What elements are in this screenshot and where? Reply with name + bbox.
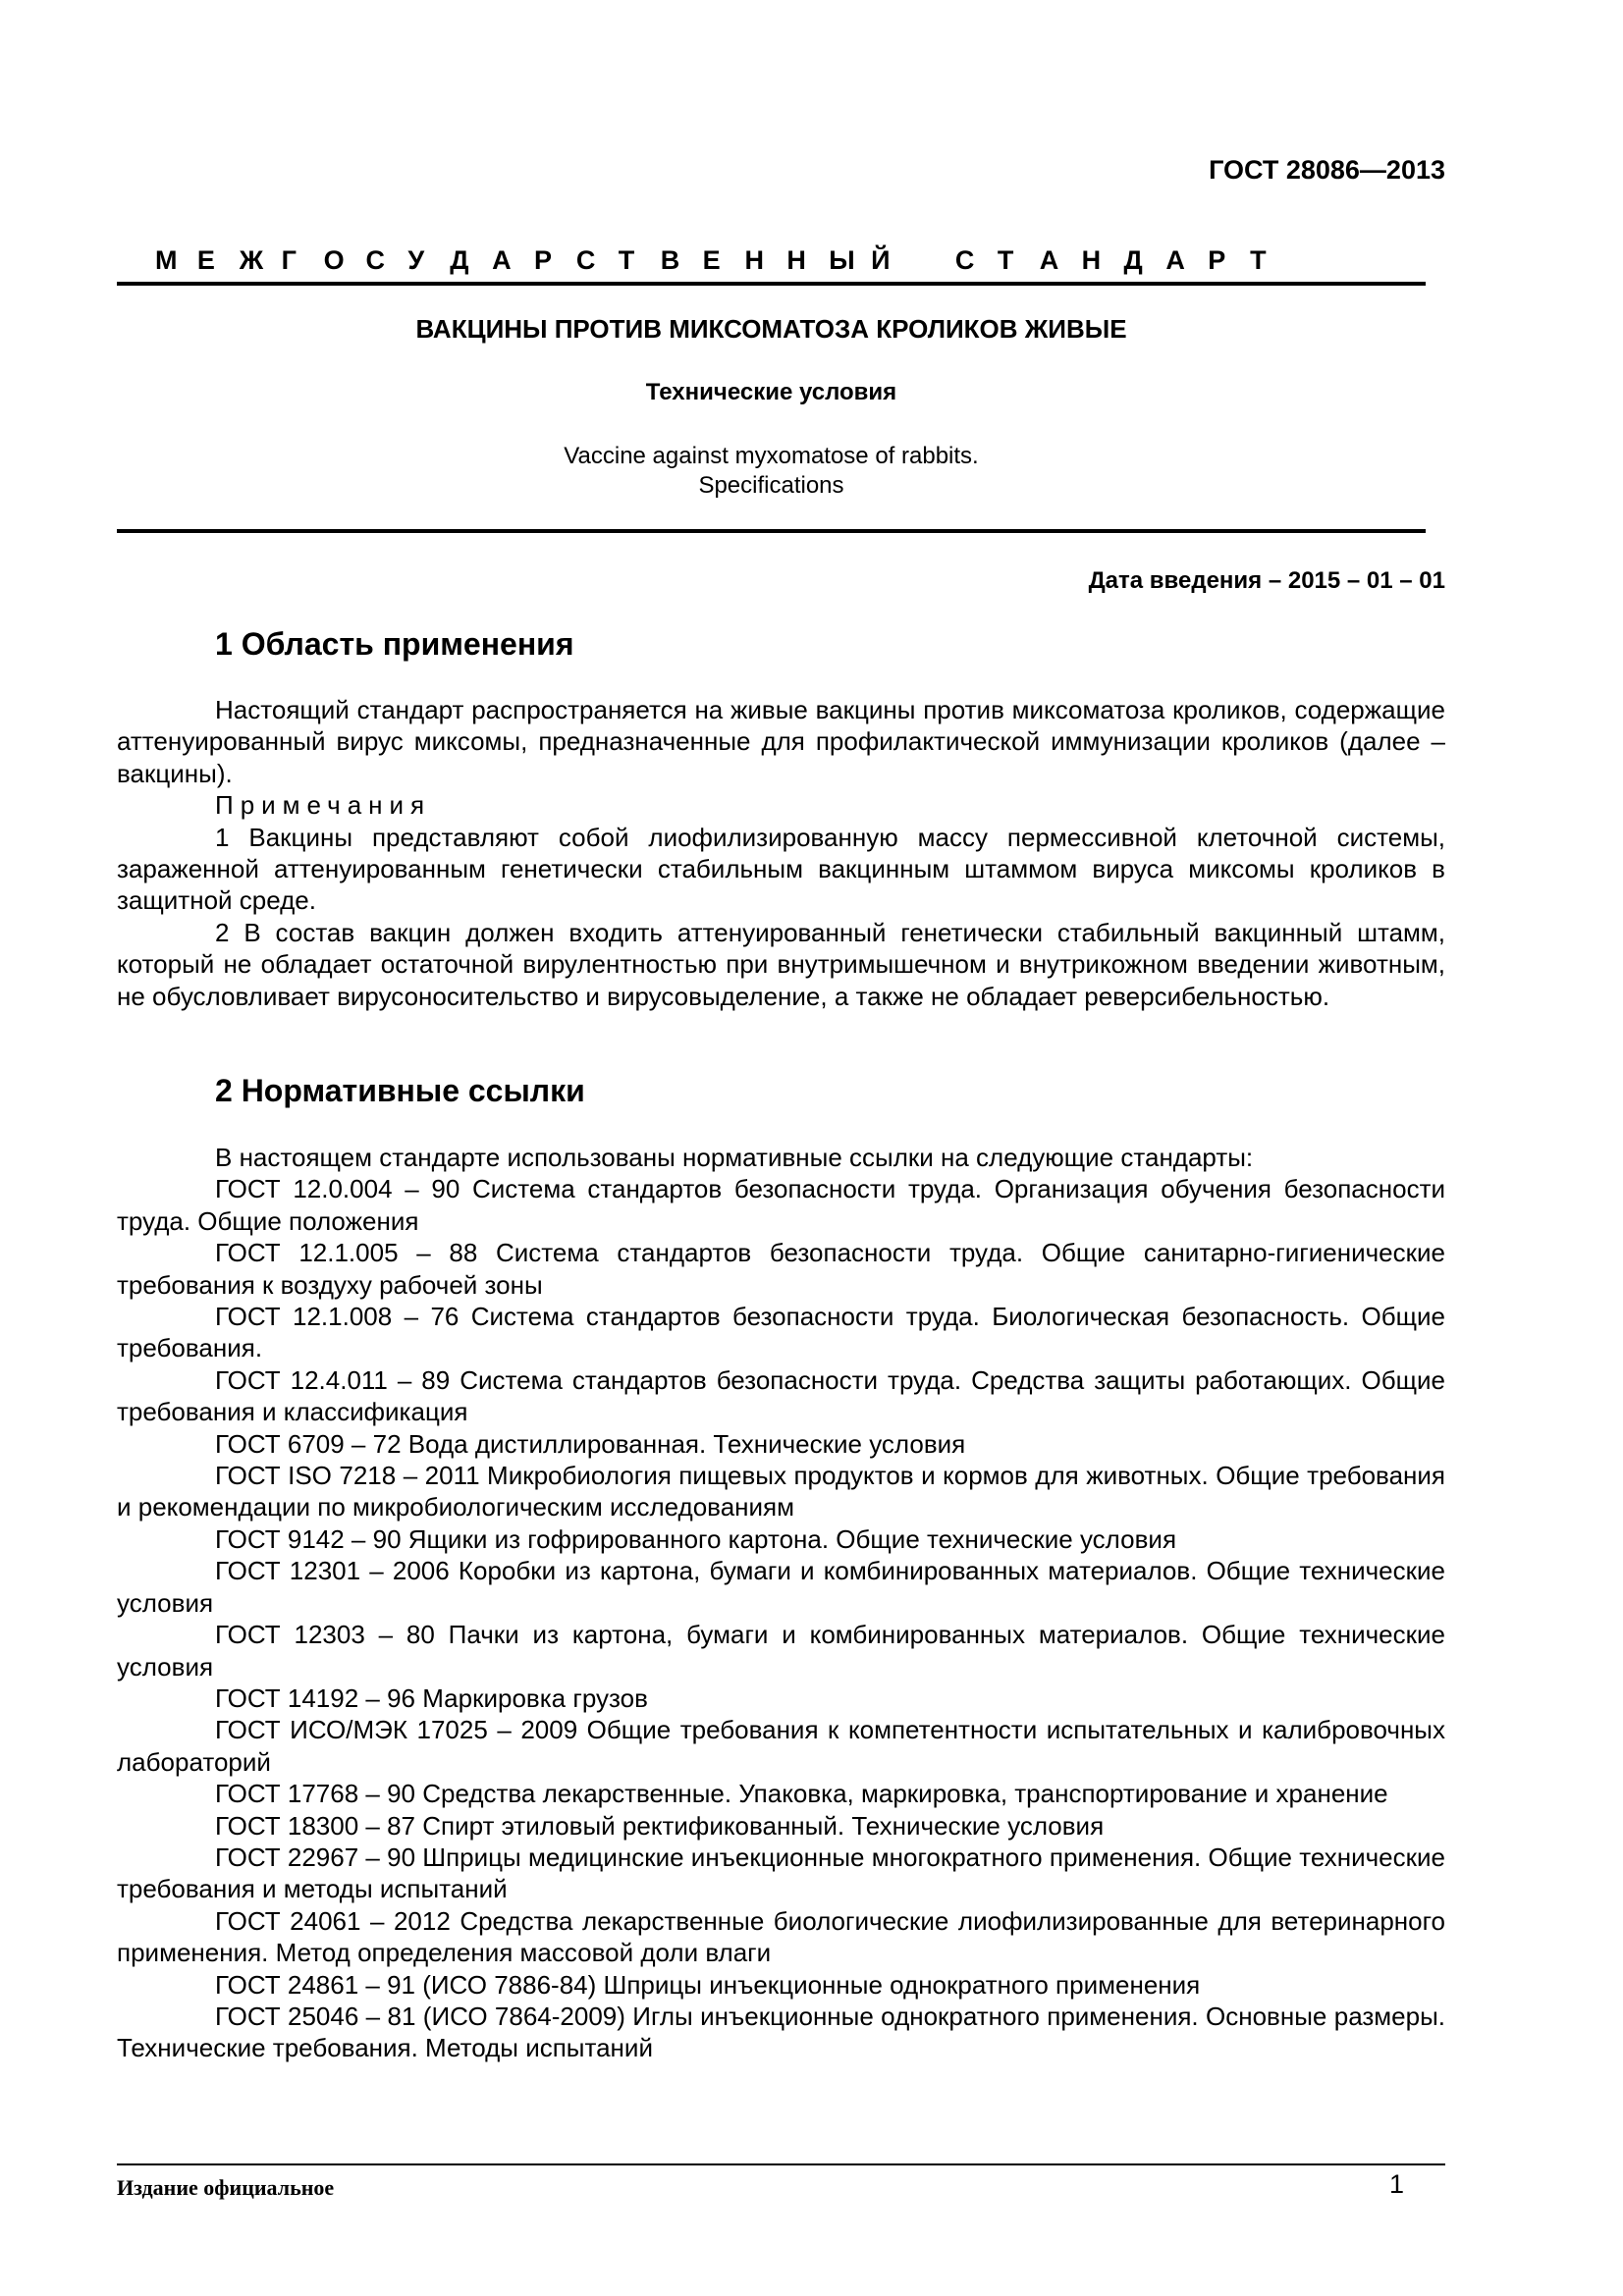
interstate-letter: Е — [196, 245, 215, 275]
interstate-letter: Й — [871, 245, 891, 275]
english-title-line-2: Specifications — [698, 472, 844, 499]
reference-item: ГОСТ 22967 – 90 Шприцы медицинские инъекционные многократного применения. Общие технические требования и методы испытаний — [117, 1842, 1445, 1904]
interstate-letter: У — [407, 245, 425, 275]
note-1: 1 Вакцины представляют собой лиофилизированную массу пермессивной клеточной системы, зараженной аттенуированным генетически стабильным вакцинным штаммом вируса миксомы кроликов в защитной среде. — [117, 822, 1445, 916]
interstate-letter: А — [1039, 245, 1059, 275]
reference-item: ГОСТ ИСО/МЭК 17025 – 2009 Общие требования к компетентности испытательных и калибровочных лабораторий — [117, 1715, 1445, 1777]
interstate-letter: Т — [618, 245, 635, 275]
interstate-letter: М — [155, 245, 178, 275]
reference-item: ГОСТ 12.1.008 – 76 Система стандартов безопасности труда. Биологическая безопасность. Общие требования. — [117, 1302, 1445, 1363]
interstate-letter: С — [954, 245, 975, 275]
interstate-letter: Р — [534, 245, 553, 275]
interstate-letter: Т — [997, 245, 1014, 275]
interstate-letter: Ы — [829, 245, 855, 275]
interstate-letter: А — [492, 245, 512, 275]
document-subtitle: Технические условия — [645, 379, 897, 405]
note-2: 2 В состав вакцин должен входить аттенуированный генетически стабильный вакцинный штамм, который не обладает остаточной вирулентностью при внутримышечном и внутрикожном введении животным, не обусловливает вирусоносительство и вирусовыделение, а также не обладает реверсибельностью. — [117, 917, 1445, 1011]
notes-label: Примечания — [215, 790, 432, 821]
interstate-letter: Р — [1208, 245, 1226, 275]
references-list — [117, 1173, 1445, 2063]
reference-item: ГОСТ 25046 – 81 (ИСО 7864-2009) Иглы инъекционные однократного применения. Основные размеры. Технические требования. Методы испытаний — [117, 2001, 1445, 2063]
interstate-letter: Н — [786, 245, 806, 275]
document-title: ВАКЦИНЫ ПРОТИВ МИКСОМАТОЗА КРОЛИКОВ ЖИВЫЕ — [415, 314, 1127, 344]
header-rule — [117, 282, 1426, 286]
interstate-letter: Г — [281, 245, 297, 275]
interstate-letter: Е — [702, 245, 721, 275]
reference-item: ГОСТ 12301 – 2006 Коробки из картона, бумаги и комбинированных материалов. Общие технические условия — [117, 1556, 1445, 1618]
page-number: 1 — [1388, 2169, 1404, 2199]
english-title-line-1: Vaccine against myxomatose of rabbits. — [564, 443, 979, 469]
interstate-letter: С — [575, 245, 596, 275]
reference-item: ГОСТ 6709 – 72 Вода дистиллированная. Технические условия — [215, 1428, 966, 1459]
footer-rule — [117, 2163, 1445, 2165]
interstate-letter: Д — [1123, 245, 1143, 275]
english-title — [117, 442, 1426, 501]
section-1-heading: 1 Область применения — [215, 626, 574, 662]
reference-item: ГОСТ 24061 – 2012 Средства лекарственные биологические лиофилизированные для ветеринарного применения. Метод определения массовой доли влаги — [117, 1905, 1445, 1968]
reference-item: ГОСТ 14192 – 96 Маркировка грузов — [215, 1682, 648, 1713]
interstate-standard-label — [155, 245, 1292, 276]
reference-item: ГОСТ 12303 – 80 Пачки из картона, бумаги и комбинированных материалов. Общие технические условия — [117, 1620, 1445, 1682]
interstate-letter: А — [1165, 245, 1185, 275]
document-code: ГОСТ 28086—2013 — [1209, 155, 1445, 185]
title-rule — [117, 529, 1426, 533]
references-intro: В настоящем стандарте использованы нормативные ссылки на следующие стандарты: — [215, 1143, 1254, 1172]
section-2-body — [117, 1142, 1445, 2064]
reference-item: ГОСТ 24861 – 91 (ИСО 7886-84) Шприцы инъекционные однократного применения — [215, 1969, 1201, 2000]
interstate-letter: Ж — [239, 245, 264, 275]
reference-item: ГОСТ 17768 – 90 Средства лекарственные. Упаковка, маркировка, транспортирование и хранение — [215, 1779, 1388, 1809]
interstate-letter: Т — [1250, 245, 1267, 275]
interstate-letter: Н — [1081, 245, 1102, 275]
edition-label: Издание официальное — [117, 2175, 335, 2200]
section-1-body — [117, 694, 1445, 1012]
scope-paragraph: Настоящий стандарт распространяется на живые вакцины против миксоматоза кроликов, содержащие аттенуированный вирус миксомы, предназначенные для профилактической иммунизации кроликов (далее – вакцины). — [117, 695, 1445, 788]
reference-item: ГОСТ 12.0.004 – 90 Система стандартов безопасности труда. Организация обучения безопасности труда. Общие положения — [117, 1174, 1445, 1236]
interstate-letter: В — [660, 245, 680, 275]
reference-item: ГОСТ 12.4.011 – 89 Система стандартов безопасности труда. Средства защиты работающих. Общие требования и классификация — [117, 1364, 1445, 1427]
reference-item: ГОСТ 9142 – 90 Ящики из гофрированного картона. Общие технические условия — [215, 1523, 1177, 1554]
introduction-date: Дата введения – 2015 – 01 – 01 — [1088, 567, 1445, 594]
section-2-heading: 2 Нормативные ссылки — [215, 1073, 585, 1108]
reference-item: ГОСТ 12.1.005 – 88 Система стандартов безопасности труда. Общие санитарно-гигиенические требования к воздуху рабочей зоны — [117, 1238, 1445, 1300]
interstate-letter: Д — [450, 245, 469, 275]
interstate-letter: О — [323, 245, 345, 275]
interstate-letter: С — [365, 245, 385, 275]
interstate-letter: Н — [744, 245, 764, 275]
reference-item: ГОСТ 18300 – 87 Спирт этиловый ректификованный. Технические условия — [215, 1810, 1105, 1841]
reference-item: ГОСТ ISO 7218 – 2011 Микробиология пищевых продуктов и кормов для животных. Общие требования и рекомендации по микробиологическим исследованиям — [117, 1461, 1445, 1522]
